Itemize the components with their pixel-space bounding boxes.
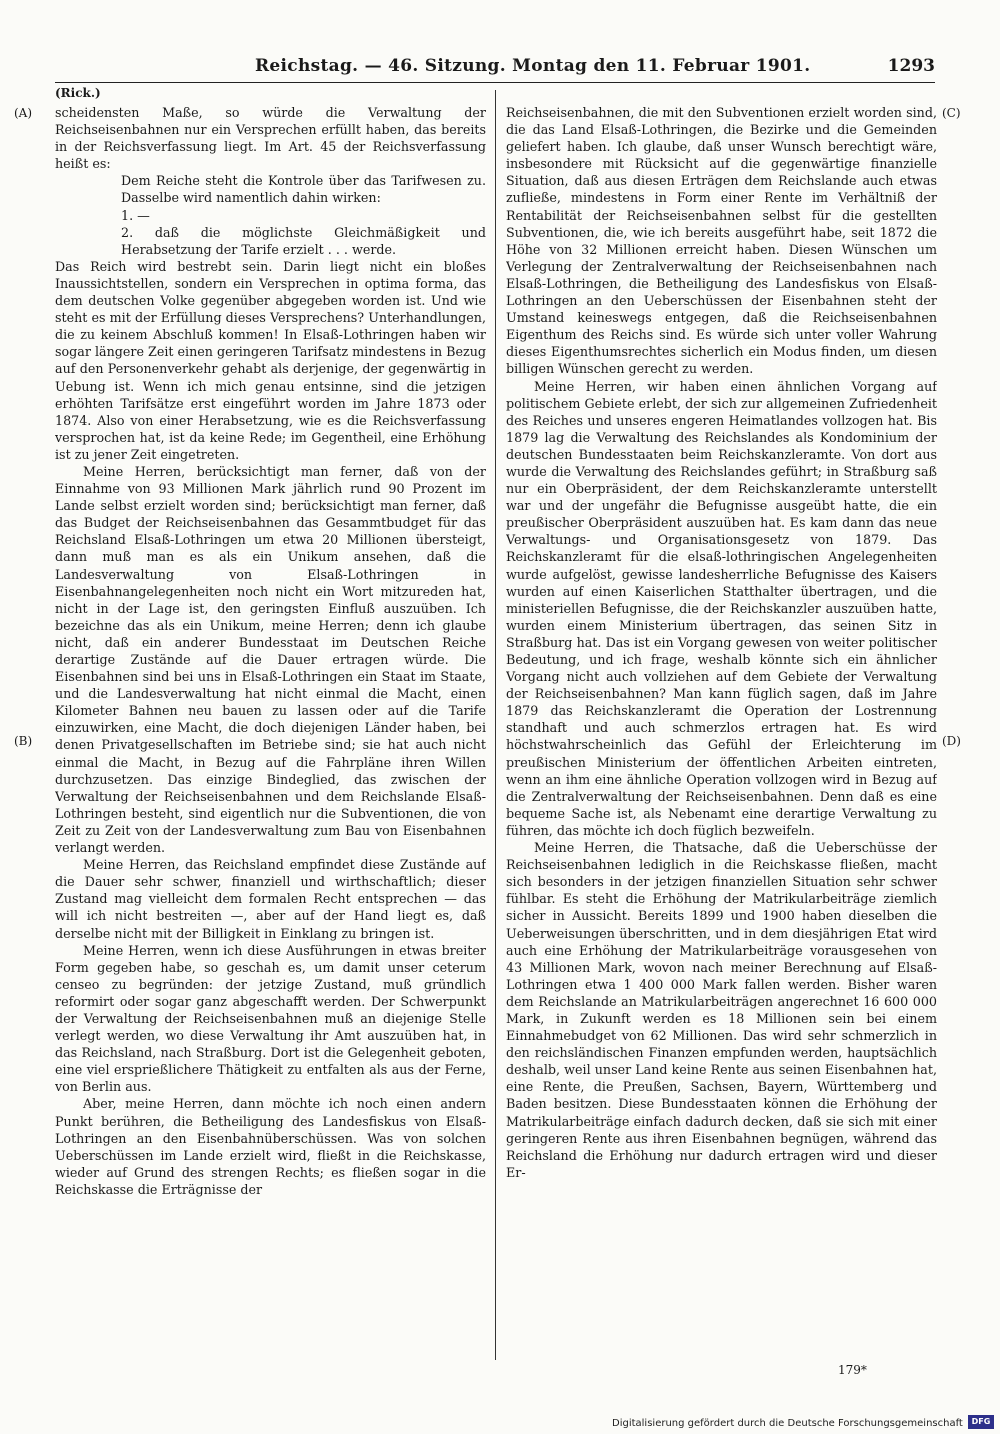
- right-column: [506, 104, 937, 1354]
- paragraph: Aber, meine Herren, dann möchte ich noch einen andern Punkt berühren, die Betheiligung des Landesfiskus von Elsaß-Lothringen an den Eisenbahnüberschüssen. Was von solchen Ueberschüssen im Lande erzielt wird, fließt in die Reichskasse, wieder auf Grund des strengen Rechts; es fließen sogar in die Reichskasse die Erträgnisse der: [55, 1096, 486, 1197]
- digitization-credit: Digitalisierung gefördert durch die Deutsche Forschungsgemeinschaft: [612, 1418, 963, 1429]
- running-title: Reichstag. — 46. Sitzung. Montag den 11. Februar 1901.: [255, 56, 811, 76]
- quote-item: 2. daß die möglichste Gleichmäßigkeit und Herabsetzung der Tarife erzielt . . . werde.: [121, 224, 486, 257]
- quote-item: 1. —: [121, 207, 150, 223]
- speaker-label: (Rick.): [55, 86, 101, 100]
- page-header: [55, 54, 935, 83]
- paragraph: Das Reich wird bestrebt sein. Darin liegt nicht ein bloßes Inaussichtstellen, sondern ein Versprechen in optima forma, das dem deutschen Volke gegenüber abgegeben worden ist. Und wie steht es mit der Erfüllung dieses Versprechens? Unterhandlungen, die zu keinem Abschluß kommen! In Elsaß-Lothringen haben wir sogar längere Zeit einen geringeren Tarifsatz mindestens in Bezug auf den Personenverkehr gehabt als derjenige, der gegenwärtig in Uebung ist. Wenn ich mich genau entsinne, sind die jetzigen erhöhten Tarifsätze erst eingeführt worden im Jahre 1873 oder 1874. Also von einer Herabsetzung, wie es die Reichsverfassung versprochen hat, ist da keine Rede; im Gegentheil, eine Erhöhung ist zu jener Zeit eingetreten.: [55, 258, 486, 462]
- sheet-signature: 179*: [838, 1363, 867, 1377]
- margin-marker-d: (D): [942, 734, 961, 748]
- paragraph: Meine Herren, das Reichsland empfindet diese Zustände auf die Dauer sehr schwer, finanziell und wirthschaftlich; dieser Zustand mag vielleicht dem formalen Recht entsprechen — das will ich nicht bestreiten —, aber auf der Hand liegt es, daß derselbe nicht mit der Billigkeit in Einklang zu bringen ist.: [55, 857, 486, 941]
- page-number: 1293: [887, 56, 935, 76]
- paragraph: Meine Herren, wir haben einen ähnlichen Vorgang auf politischem Gebiete erlebt, der sich zur allgemeinen Zufriedenheit des Reiches und unseres engeren Heimatlandes vollzogen hat. Bis 1879 lag die Verwaltung des Reichslandes als Kondominium der deutschen Bundesstaaten beim Reichskanzleramte. Von dort aus wurde die Verwaltung des Reichslandes geführt; in Straßburg saß nur ein Oberpräsident, der dem Reichskanzleramte unterstellt war und der ungefähr die Befugnisse ausgeübt hatte, die ein preußischer Oberpräsident auszuüben hat. Es kam dann das neue Verwaltungs- und Organisationsgesetz von 1879. Das Reichskanzleramt für die elsaß-lothringischen Angelegenheiten wurde aufgelöst, gewisse landesherrliche Befugnisse des Kaisers wurden auf einen Kaiserlichen Statthalter übertragen, und die ministeriellen Befugnisse, die der Reichskanzler auszuüben hatte, wurden einem Ministerium übertragen, das seinen Sitz in Straßburg hat. Das ist ein Vorgang gewesen von weiter politischer Bedeutung, und ich frage, weshalb könnte sich ein ähnlicher Vorgang nicht auch vollziehen auf dem Gebiete der Verwaltung der Reichseisenbahnen? Man kann füglich sagen, daß im Jahre 1879 das Reichskanzleramt die Operation der Lostrennung standhaft und auch schmerzlos ertragen hat. Es wird höchstwahrscheinlich das Gefühl der Erleichterung im preußischen Ministerium der öffentlichen Arbeiten eintreten, wenn an ihm eine ähnliche Operation vollzogen wird in Bezug auf die Zentralverwaltung der Reichseisenbahnen. Denn daß es eine bequeme Sache ist, als Nebenamt eine derartige Verwaltung zu führen, das möchte ich doch füglich bezweifeln.: [506, 378, 937, 838]
- paragraph: Meine Herren, berücksichtigt man ferner, daß von der Einnahme von 93 Millionen Mark jährlich rund 90 Prozent im Lande selbst erzielt worden sind; berücksichtigt man ferner, daß das Budget der Reichseisenbahnen das Gesammtbudget für das Reichsland Elsaß-Lothringen um etwa 20 Millionen übersteigt, dann muß man es als ein Unikum ansehen, daß die Landesverwaltung von Elsaß-Lothringen in Eisenbahnangelegenheiten noch nicht ein Wort mitzureden hat, nicht in der Lage ist, den geringsten Einfluß auszuüben. Ich bezeichne das als ein Unikum, meine Herren; denn ich glaube nicht, daß ein anderer Bundesstaat im Deutschen Reiche derartige Zustände auf die Dauer ertragen würde. Die Eisenbahnen sind bei uns in Elsaß-Lothringen ein Staat im Staate, und die Landesverwaltung hat nicht einmal die Macht, einen Kilometer Bahnen neu bauen zu lassen oder auf die Tarife einzuwirken, eine Macht, die doch diejenigen Länder haben, bei denen Privatgesellschaften im Betriebe sind; sie hat auch nicht einmal die Macht, in Bezug auf die Fahrpläne ihren Willen durchzusetzen. Das einzige Bindeglied, das zwischen der Verwaltung der Reichseisenbahnen und dem Reichslande Elsaß-Lothringen besteht, sind eigentlich nur die Subventionen, die von Zeit zu Zeit von der Landesverwaltung zum Bau von Eisenbahnen verlangt werden.: [55, 463, 486, 856]
- paragraph: Meine Herren, die Thatsache, daß die Ueberschüsse der Reichseisenbahnen lediglich in die Reichskasse fließen, macht sich besonders in der jetzigen finanziellen Situation sehr schwer fühlbar. Es steht die Erhöhung der Matrikularbeiträge ziemlich sicher in Aussicht. Bereits 1899 und 1900 haben dieselben die Ueberweisungen überschritten, und in dem diesjährigen Etat wird auch eine Erhöhung der Matrikularbeiträge vorausgesehen von 43 Millionen Mark, wovon nach meiner Berechnung auf Elsaß-Lothringen etwa 1 400 000 Mark fallen werden. Bisher waren dem Reichslande an Matrikularbeiträgen angerechnet 16 600 000 Mark, in Zukunft werden es 18 Millionen sein bei einem Einnahmebudget von 62 Millionen. Das wird sehr schmerzlich in den reichsländischen Finanzen empfunden werden, hauptsächlich deshalb, weil unser Land keine Rente aus seinen Eisenbahnen hat, eine Rente, die Preußen, Sachsen, Bayern, Württemberg und Baden besitzen. Diese Bundesstaaten können die Erhöhung der Matrikularbeiträge einfach dadurch decken, daß sie sich mit einer geringeren Rente aus ihren Eisenbahnen begnügen, während das Reichsland die Erhöhung nur dadurch ertragen wird und dieser Er-: [506, 840, 937, 1180]
- paragraph: scheidensten Maße, so würde die Verwaltung der Reichseisenbahnen nur ein Versprechen erfüllt haben, das bereits in der Reichsverfassung liegt. Im Art. 45 der Reichsverfassung heißt es:: [55, 105, 486, 172]
- margin-marker-c: (C): [942, 106, 961, 120]
- margin-marker-a: (A): [14, 106, 33, 120]
- margin-marker-b: (B): [14, 734, 33, 748]
- column-divider: [495, 90, 496, 1360]
- constitution-quote: Dem Reiche steht die Kontrole über das Tarifwesen zu. Dasselbe wird namentlich dahin wirken:: [121, 173, 486, 206]
- dfg-logo: DFG: [968, 1415, 994, 1429]
- paragraph: Reichseisenbahnen, die mit den Subventionen erzielt worden sind, die das Land Elsaß-Lothringen, die Bezirke und die Gemeinden geliefert haben. Ich glaube, daß unser Wunsch berechtigt wäre, insbesondere mit Rücksicht auf die gegenwärtige finanzielle Situation, daß aus diesen Erträgen dem Reichslande auch etwas zufließe, mindestens in Form einer Rente im Verhältniß der Rentabilität der Reichseisenbahnen selbst für die gestellten Subventionen, die, wie ich bereits ausgeführt habe, seit 1872 die Höhe von 32 Millionen erreicht haben. Diesen Wünschen um Verlegung der Zentralverwaltung der Reichseisenbahnen nach Elsaß-Lothringen, die Betheiligung des Landesfiskus von Elsaß-Lothringen an den Ueberschüssen der Eisenbahnen steht der Umstand keineswegs entgegen, daß die Reichseisenbahnen Eigenthum des Reichs sind. Es würde sich unter voller Wahrung dieses Eigenthumsrechtes sicherlich ein Modus finden, um diesen billigen Wünschen gerecht zu werden.: [506, 105, 937, 377]
- paragraph: Meine Herren, wenn ich diese Ausführungen in etwas breiter Form gegeben habe, so geschah es, um damit unser ceterum censeo zu begründen: der jetzige Zustand, muß gründlich reformirt oder sogar ganz abgeschafft werden. Der Schwerpunkt der Verwaltung der Reichseisenbahnen muß an diejenige Stelle verlegt werden, wo diese Verwaltung ihr Amt auszuüben hat, in das Reichsland, nach Straßburg. Dort ist die Gelegenheit geboten, eine viel ersprießlichere Thätigkeit zu entfalten als aus der Ferne, von Berlin aus.: [55, 942, 486, 1095]
- left-column: [55, 104, 486, 1354]
